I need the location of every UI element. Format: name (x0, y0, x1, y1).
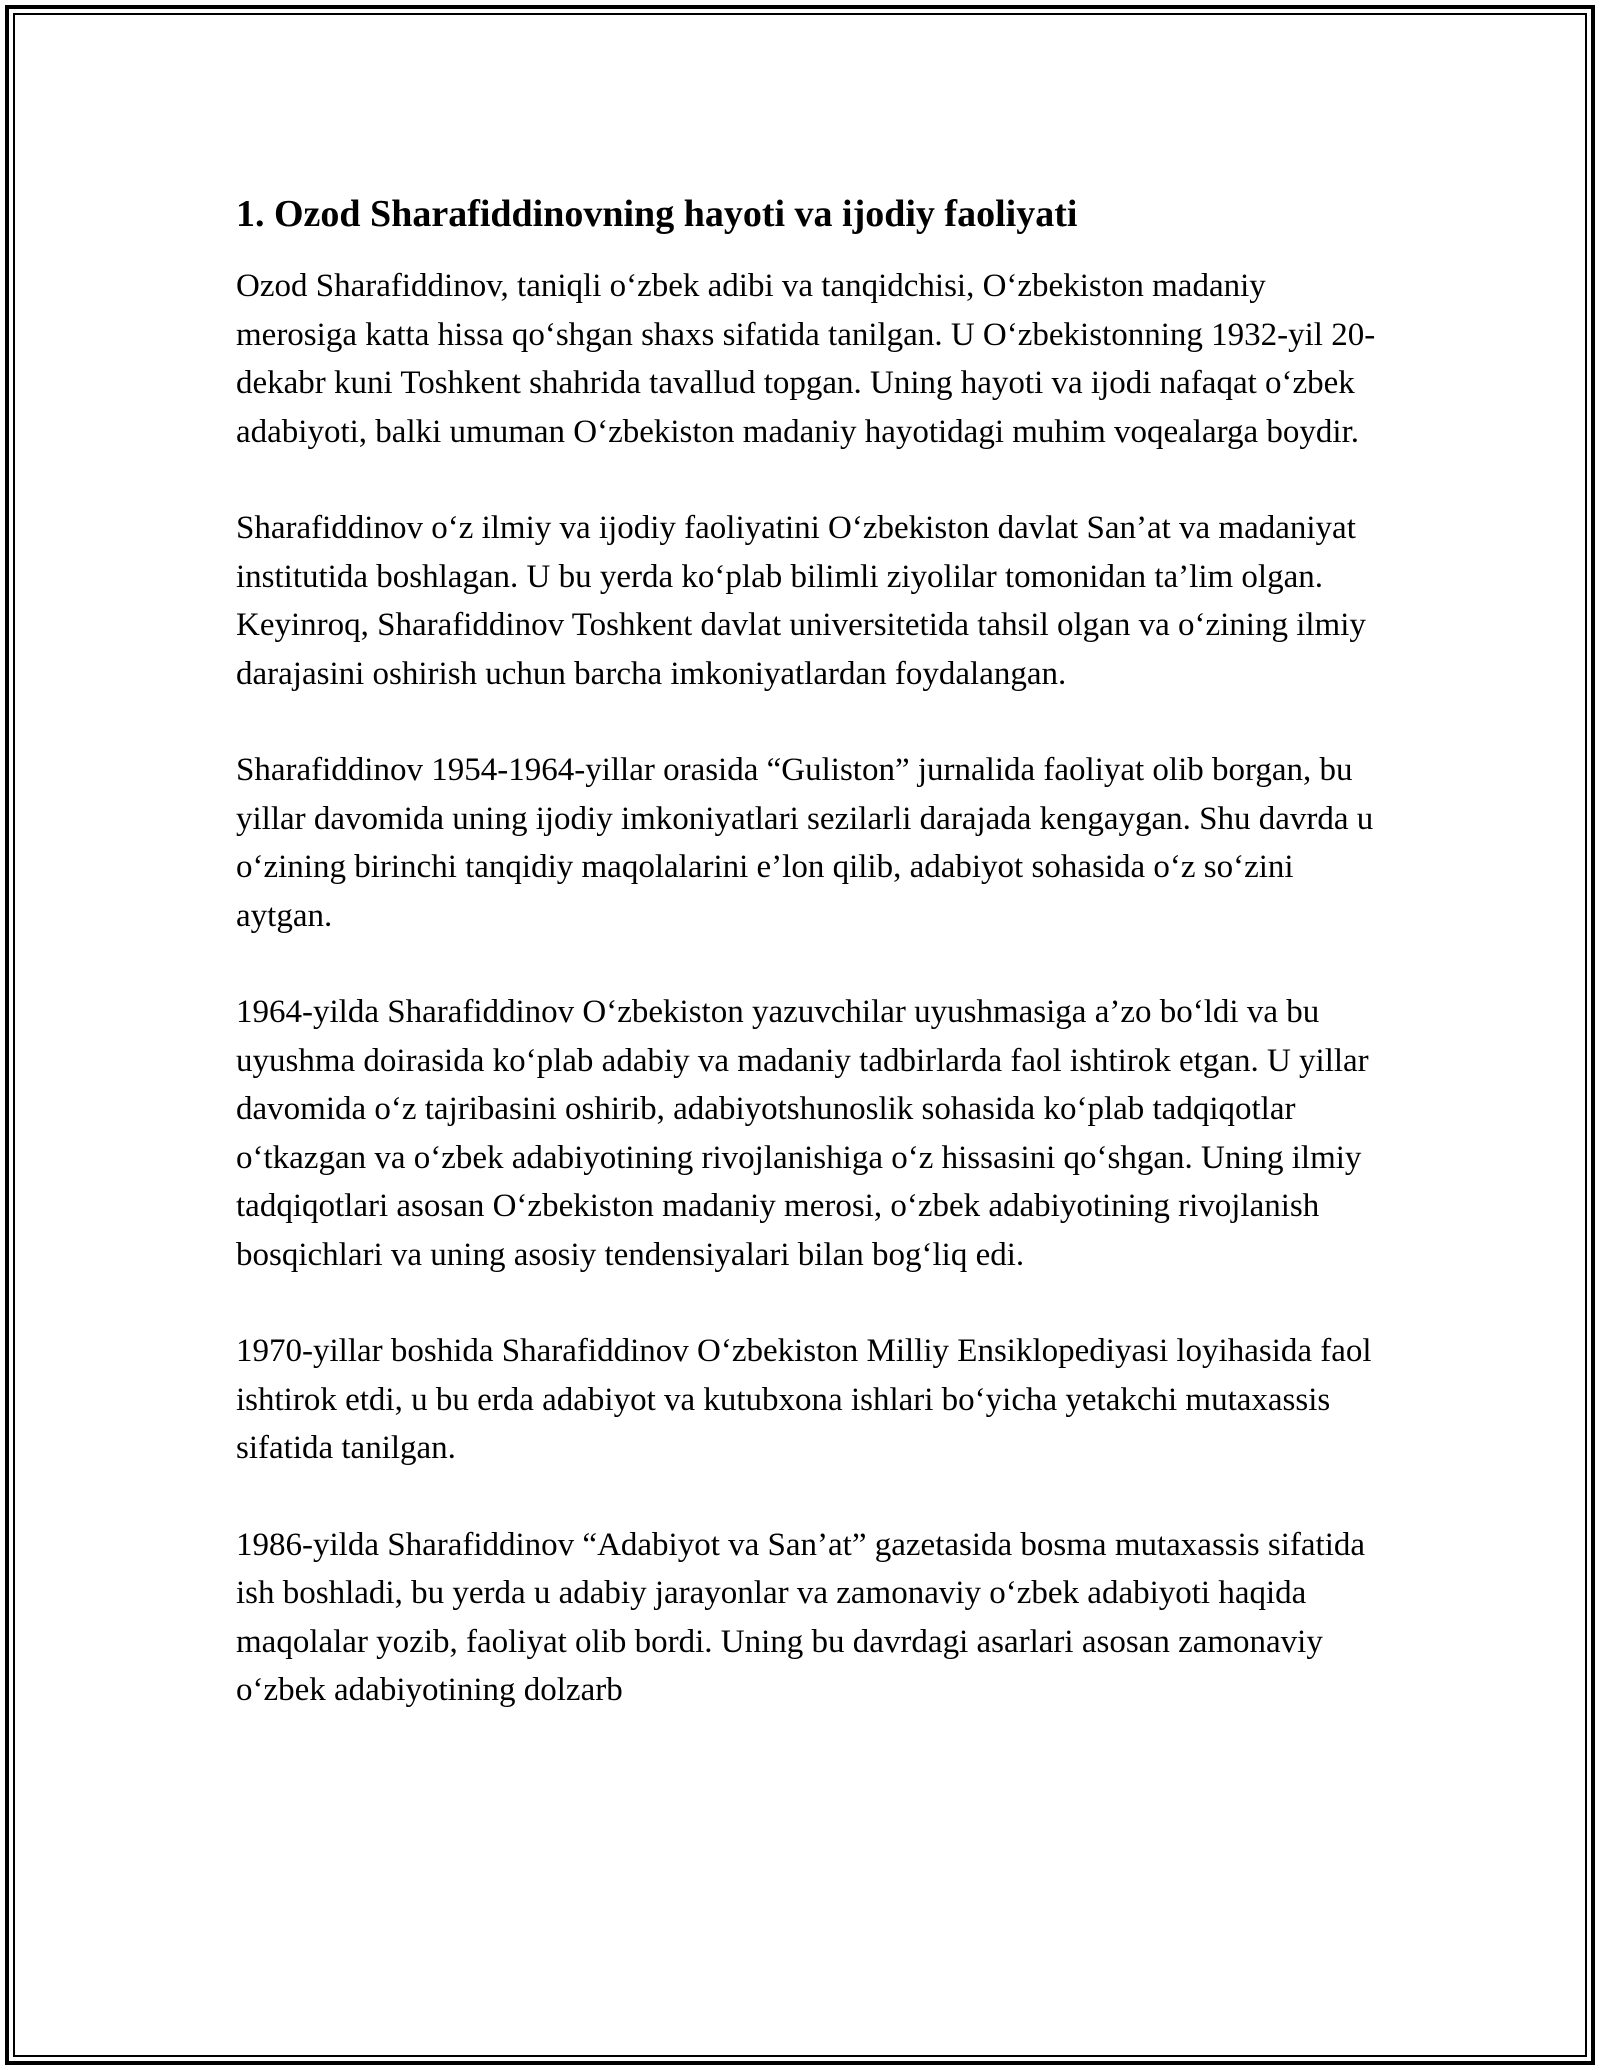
paragraph-2: Sharafiddinov o‘z ilmiy va ijodiy faoliyatini O‘zbekiston davlat San’at va madaniyat institutida boshlagan. U bu yerda ko‘plab bilimli ziyolilar tomonidan ta’lim olgan. Keyinroq, Sharafiddinov Toshkent davlat universitetida tahsil olgan va o‘zining ilmiy darajasini oshirish uchun barcha imkoniyatlardan foydalangan. (236, 510, 1366, 692)
paragraph-4: 1964-yilda Sharafiddinov O‘zbekiston yazuvchilar uyushmasiga a’zo bo‘ldi va bu uyushma doirasida ko‘plab adabiy va madaniy tadbirlarda faol ishtirok etgan. U yillar davomida o‘z tajribasini oshirib, adabiyotshunoslik sohasida ko‘plab tadqiqotlar o‘tkazgan va o‘zbek adabiyotining rivojlanishiga o‘z hissasini qo‘shgan. Uning ilmiy tadqiqotlari asosan O‘zbekiston madaniy merosi, o‘zbek adabiyotining rivojlanish bosqichlari va uning asosiy tendensiyalari bilan bog‘liq edi. (236, 994, 1369, 1273)
paragraph-1: Ozod Sharafiddinov, taniqli o‘zbek adibi va tanqidchisi, O‘zbekiston madaniy merosiga katta hissa qo‘shgan shaxs sifatida tanilgan. U O‘zbekistonning 1932-yil 20-dekabr kuni Toshkent shahrida tavallud topgan. Uning hayoti va ijodi nafaqat o‘zbek adabiyoti, balki umuman O‘zbekiston madaniy hayotidagi muhim voqealarga boydir. (236, 268, 1376, 450)
paragraph-6: 1986-yilda Sharafiddinov “Adabiyot va San’at” gazetasida bosma mutaxassis sifatida ish boshladi, bu yerda u adabiy jarayonlar va zamonaviy o‘zbek adabiyoti haqida maqolalar yozib, faoliyat olib bordi. Uning bu davrdagi asarlari asosan zamonaviy o‘zbek adabiyotining dolzarb (236, 1526, 1366, 1708)
section-heading: 1. Ozod Sharafiddinovning hayoti va ijodiy faoliyati (236, 193, 1078, 235)
paragraph-5: 1970-yillar boshida Sharafiddinov O‘zbekiston Milliy Ensiklopediyasi loyihasida faol ishtirok etdi, u bu erda adabiyot va kutubxona ishlari bo‘yicha yetakchi mutaxassis sifatida tanilgan. (236, 1333, 1372, 1466)
document-body (236, 186, 1376, 1763)
paragraph-3: Sharafiddinov 1954-1964-yillar orasida “Guliston” jurnalida faoliyat olib borgan, bu yillar davomida uning ijodiy imkoniyatlari sezilarli darajada kengaygan. Shu davrda u o‘zining birinchi tanqidiy maqolalarini e’lon qilib, adabiyot sohasida o‘z so‘zini aytgan. (236, 752, 1374, 934)
